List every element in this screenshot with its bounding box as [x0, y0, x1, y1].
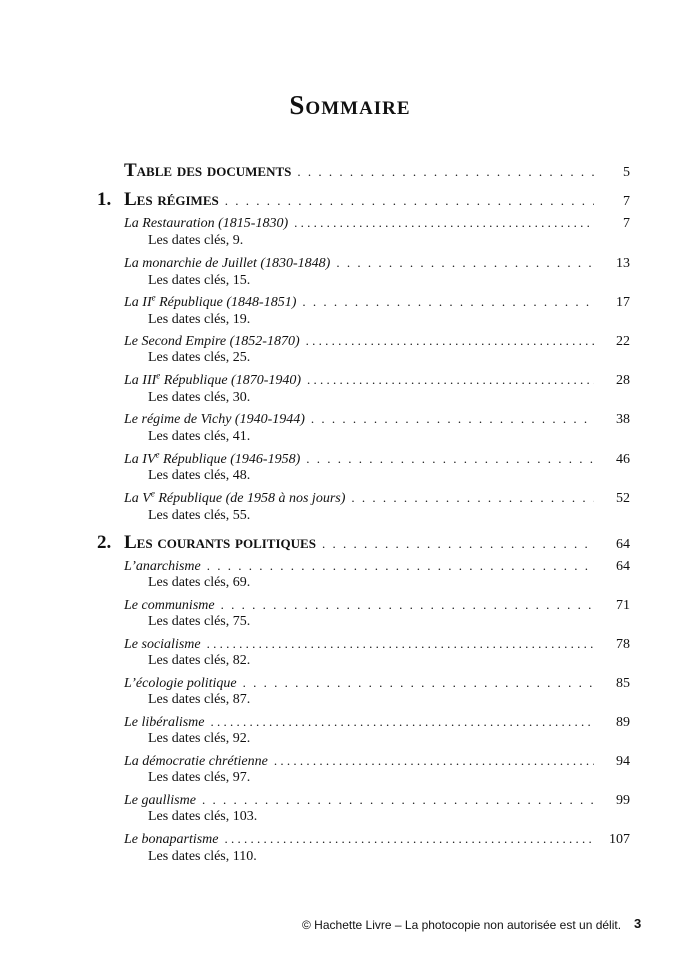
key-dates: Les dates clés, 110. — [148, 849, 257, 864]
leader-dots — [297, 164, 594, 180]
section-number: 1. — [97, 189, 112, 210]
leader-dots — [225, 193, 594, 209]
key-dates: Les dates clés, 75. — [148, 614, 251, 629]
toc-page: 5 — [623, 165, 630, 180]
toc-label: Les régimes — [124, 189, 219, 210]
key-dates: Les dates clés, 41. — [148, 429, 251, 444]
key-dates: Les dates clés, 9. — [148, 233, 244, 248]
key-dates: Les dates clés, 92. — [148, 731, 251, 746]
page-number: 3 — [634, 916, 642, 931]
page-title: Sommaire — [289, 90, 411, 120]
toc-label: Table des documents — [124, 160, 292, 181]
key-dates: Les dates clés, 55. — [148, 508, 251, 523]
copyright-notice: © Hachette Livre – La photocopie non autorisée est un délit. — [302, 918, 622, 932]
key-dates: Les dates clés, 25. — [148, 350, 251, 365]
key-dates: Les dates clés, 69. — [148, 575, 251, 590]
key-dates: Les dates clés, 48. — [148, 468, 251, 483]
leader-dots — [322, 536, 594, 552]
key-dates: Les dates clés, 15. — [148, 273, 251, 288]
key-dates: Les dates clés, 82. — [148, 653, 251, 668]
key-dates: Les dates clés, 30. — [148, 390, 251, 405]
key-dates: Les dates clés, 87. — [148, 692, 251, 707]
key-dates: Les dates clés, 103. — [148, 809, 258, 824]
toc-label: Les courants politiques — [124, 532, 316, 553]
toc-page: 64 — [616, 537, 630, 552]
key-dates: Les dates clés, 19. — [148, 312, 251, 327]
section-number: 2. — [97, 532, 112, 553]
toc-page: 7 — [623, 194, 630, 209]
key-dates: Les dates clés, 97. — [148, 770, 251, 785]
